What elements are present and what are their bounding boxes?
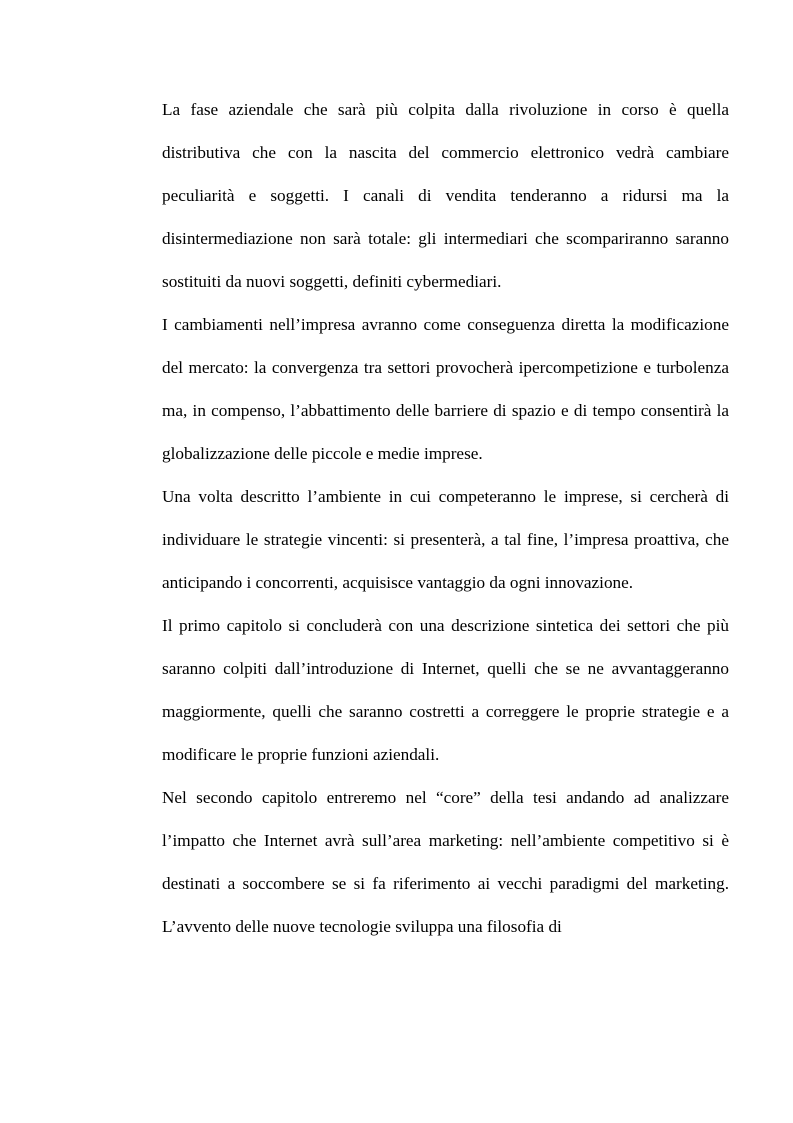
paragraph-distribution: La fase aziendale che sarà più colpita dalla rivoluzione in corso è quella distributiva che con la nascita del commercio elettronico vedrà cambiare peculiarità e soggetti. I canali di vendita tenderanno a ridursi ma la disintermediazione non sarà totale: gli intermediari che scompariranno saranno sostituiti da nuovi soggetti, definiti cybermediari. [162,100,729,291]
paragraph-first-chapter: Il primo capitolo si concluderà con una descrizione sintetica dei settori che più saranno colpiti dall’introduzione di Internet, quelli che se ne avvantaggeranno maggiormente, quelli che saranno costretti a correggere le proprie strategie e a modificare le proprie funzioni aziendali. [162,616,729,764]
paragraph-market-changes: I cambiamenti nell’impresa avranno come conseguenza diretta la modificazione del mercato: la convergenza tra settori provocherà ipercompetizione e turbolenza ma, in compenso, l’abbattimento delle barriere di spazio e di tempo consentirà la globalizzazione delle piccole e medie imprese. [162,315,729,463]
paragraph-second-chapter: Nel secondo capitolo entreremo nel “core” della tesi andando ad analizzare l’impatto che Internet avrà sull’area marketing: nell’ambiente competitivo si è destinati a soccombere se si fa riferimento ai vecchi paradigmi del marketing. L’avvento delle nuove tecnologie sviluppa una filosofia di [162,788,729,936]
body-text [162,88,729,948]
paragraph-strategies: Una volta descritto l’ambiente in cui competeranno le imprese, si cercherà di individuare le strategie vincenti: si presenterà, a tal fine, l’impresa proattiva, che anticipando i concorrenti, acquisisce vantaggio da ogni innovazione. [162,487,729,592]
